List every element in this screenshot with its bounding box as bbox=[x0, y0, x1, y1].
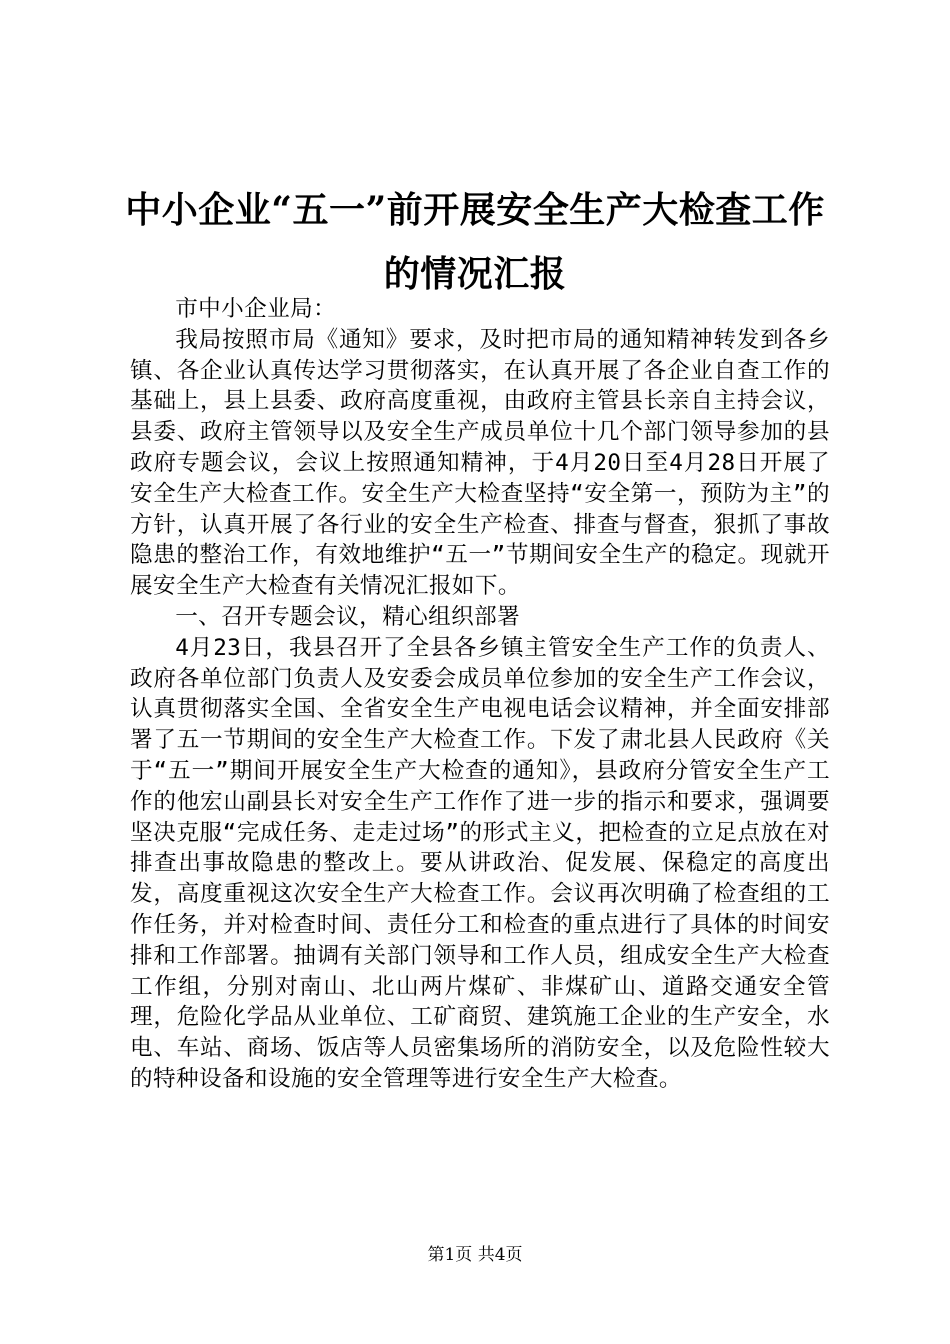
title-line-2: 的情况汇报 bbox=[383, 253, 567, 295]
document-title bbox=[120, 178, 830, 306]
page-footer: 第1页 共4页 bbox=[427, 1245, 523, 1265]
section-heading-1: 一、召开专题会议，精心组织部署 bbox=[175, 603, 521, 630]
salutation: 市中小企业局： bbox=[175, 296, 337, 322]
document-body bbox=[130, 294, 830, 1095]
paragraph-section-1: 4月23日，我县召开了全县各乡镇主管安全生产工作的负责人、政府各单位部门负责人及安委会成员单位参加的安全生产工作会议，认真贯彻落实全国、全省安全生产电视电话会议精神，并全面安排部署了五一节期间的安全生产大检查工作。下发了肃北县人民政府《关于“五一”期间开展安全生产大检查的通知》，县政府分管安全生产工作的他宏山副县长对安全生产工作作了进一步的指示和要求，强调要坚决克服“完成任务、走走过场”的形式主义，把检查的立足点放在对排查出事故隐患的整改上。要从讲政治、促发展、保稳定的高度出发，高度重视这次安全生产大检查工作。会议再次明确了检查组的工作任务，并对检查时间、责任分工和检查的重点进行了具体的时间安排和工作部署。抽调有关部门领导和工作人员，组成安全生产大检查工作组，分别对南山、北山两片煤矿、非煤矿山、道路交通安全管理，危险化学品从业单位、工矿商贸、建筑施工企业的生产安全，水电、车站、商场、饭店等人员密集场所的消防安全，以及危险性较大的特种设备和设施的安全管理等进行安全生产大检查。 bbox=[130, 634, 830, 1092]
paragraph-intro: 我局按照市局《通知》要求，及时把市局的通知精神转发到各乡镇、各企业认真传达学习贯彻落实，在认真开展了各企业自查工作的基础上，县上县委、政府高度重视，由政府主管县长亲自主持会议，县委、政府主管领导以及安全生产成员单位十几个部门领导参加的县政府专题会议，会议上按照通知精神，于4月20日至4月28日开展了安全生产大检查工作。安全生产大检查坚持“安全第一，预防为主”的方针，认真开展了各行业的安全生产检查、排查与督查，狠抓了事故隐患的整治工作，有效地维护“五一”节期间安全生产的稳定。现就开展安全生产大检查有关情况汇报如下。 bbox=[130, 326, 830, 600]
title-line-1: 中小企业“五一”前开展安全生产大检查工作 bbox=[125, 189, 825, 231]
